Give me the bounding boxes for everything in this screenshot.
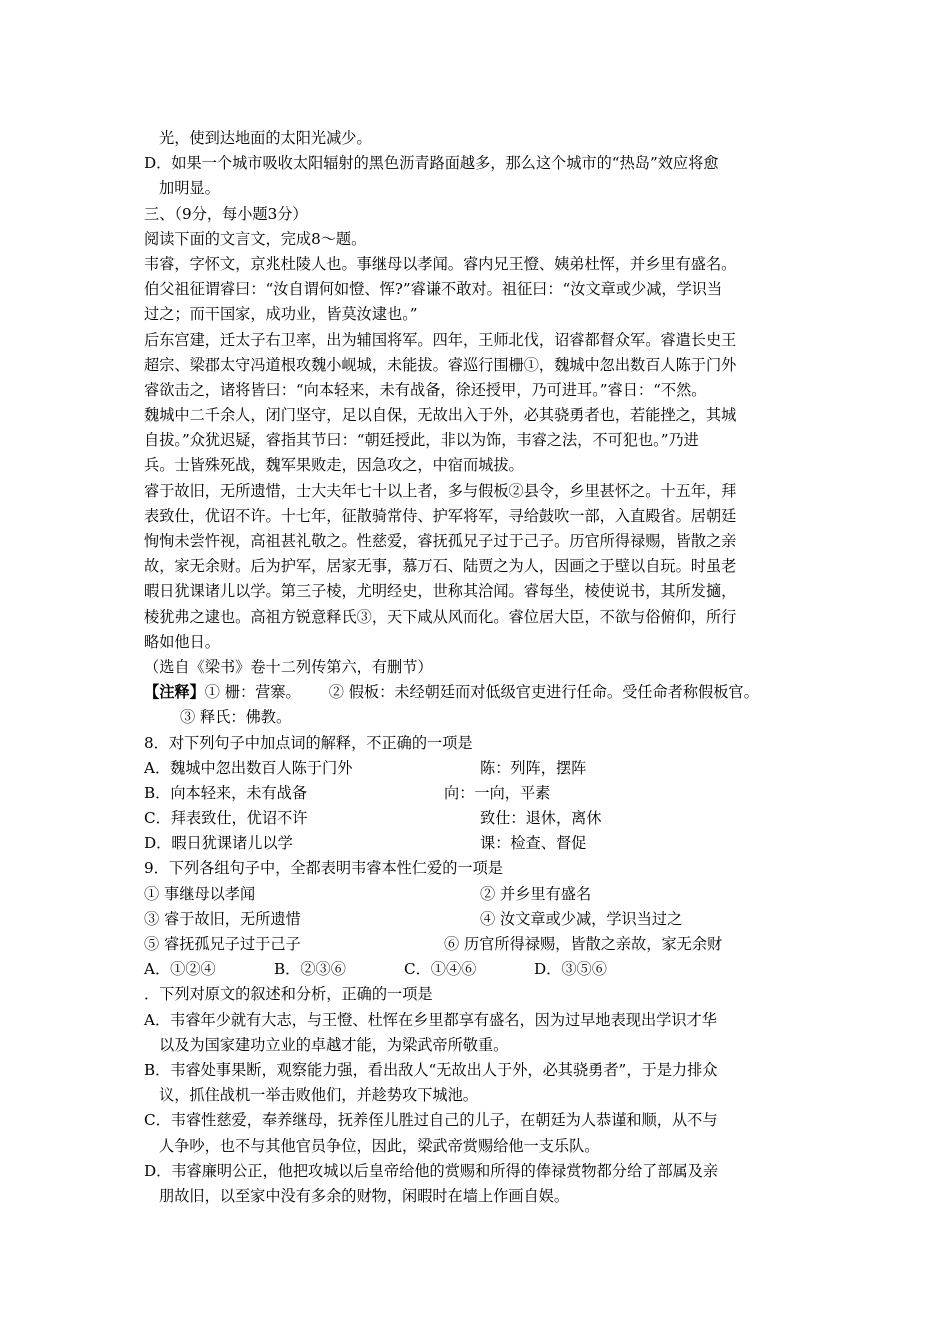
- option-definition: 致仕：退休，离休: [480, 809, 602, 828]
- choice-a: A．①②④: [144, 960, 216, 979]
- item-left: ① 事继母以孝闻: [144, 884, 256, 903]
- option-definition: 陈：列阵，摆阵: [480, 758, 587, 777]
- question-8-option: [144, 756, 834, 781]
- text-line: D．如果一个城市吸收太阳辐射的黑色沥青路面越多，那么这个城市的“热岛”效应将愈: [144, 154, 719, 173]
- passage-line: 自拔。”众犹迟疑，睿指其节曰：“朝廷授此，非以为饰，韦睿之法，不可犯也。”乃进: [144, 431, 699, 450]
- question-9-item-row: [144, 932, 834, 957]
- question-9-item-row: [144, 907, 834, 932]
- item-right: ④ 汝文章或少减，学识当过之: [480, 909, 683, 928]
- note-1: ① 栅：营寨。: [204, 683, 301, 702]
- question-8-stem: 8．对下列句子中加点词的解释，不正确的一项是: [144, 733, 473, 752]
- question-8-option: [144, 781, 834, 806]
- passage-line: 故，家无余财。后为护军，居家无事，慕万石、陆贾之为人，因画之于壁以自玩。时虽老: [144, 557, 737, 576]
- item-right: ⑥ 历官所得禄赐，皆散之亲故，家无余财: [444, 935, 723, 953]
- instruction: 阅读下面的文言文，完成8～题。: [144, 229, 367, 248]
- question-10-line: A．韦睿年少就有大志，与王憕、杜恽在乡里都享有盛名，因为过早地表现出学识才华: [144, 1010, 717, 1029]
- item-left: ③ 睿于故旧，无所遗惜: [144, 909, 301, 928]
- question-8-option: [144, 806, 834, 831]
- passage-line: 睿于故旧，无所遗惜，士大夫年七十以上者，多与假板②县令，乡里甚怀之。十五年，拜: [144, 481, 737, 500]
- text-line: 光，使到达地面的太阳光减少。: [159, 129, 372, 147]
- option-definition: 课：检查、督促: [480, 834, 587, 853]
- option-sentence: A．魏城中忽出数百人陈于门外: [144, 758, 353, 777]
- question-8-option: [144, 831, 834, 856]
- passage-line: 过之；而干国家，成功业，皆莫汝逮也。”: [144, 305, 418, 324]
- passage-line: 恂恂未尝忤视，高祖甚礼敬之。性慈爱，睿抚孤兄子过于己子。历官所得禄赐，皆散之亲: [144, 532, 737, 550]
- item-right: ② 并乡里有盛名: [480, 884, 592, 903]
- option-sentence: D．暇日犹课诸儿以学: [144, 834, 293, 853]
- passage-line: 睿欲击之，诸将皆曰：“向本轻来，未有战备，徐还授甲，乃可进耳。”睿日：“不然。: [144, 380, 707, 399]
- passage-line: 暇日犹课诸儿以学。第三子棱，尤明经史，世称其洽闻。睿每坐，棱使说书，其所发擿，: [144, 582, 737, 601]
- passage-line: 兵。士皆殊死战，魏军果败走，因急攻之，中宿而城拔。: [144, 456, 524, 475]
- passage-line: 韦睿，字怀文，京兆杜陵人也。事继母以孝闻。睿内兄王憕、姨弟杜恽，并乡里有盛名。: [144, 254, 737, 273]
- passage-line: 表致仕，优诏不许。十七年，征散骑常侍、护军将军，寻给鼓吹一部，入直殿省。居朝廷: [144, 506, 737, 525]
- passage-line: 伯父祖征谓睿曰：“汝自谓何如憕、恽?”睿谦不敢对。祖征曰：“汝文章或少减，学识当: [144, 280, 723, 299]
- question-10-line: 以及为国家建功立业的卓越才能，为梁武帝所敬重。: [159, 1035, 509, 1054]
- notes-label: 【注释】: [144, 683, 205, 702]
- choice-b: B．②③⑥: [274, 960, 346, 979]
- question-10-line: 人争吵，也不与其他官员争位，因此，梁武帝赏赐给他一支乐队。: [159, 1136, 600, 1155]
- passage-line: 略如他日。: [144, 632, 220, 651]
- question-10-line: 议，抓住战机一举击败他们，并趁势攻下城池。: [159, 1086, 478, 1105]
- text-line: 加明显。: [159, 179, 220, 198]
- question-9-choices: [144, 957, 834, 982]
- question-10-line: 朋故旧，以至家中没有多余的财物，闲暇时在墙上作画自娱。: [159, 1186, 570, 1205]
- option-sentence: C．拜表致仕，优诏不许: [144, 809, 308, 828]
- choice-c: C．①④⑥: [404, 960, 477, 979]
- question-10-line: D．韦睿廉明公正，他把攻城以后皇帝给他的赏赐和所得的俸禄赏物都分给了部属及亲: [144, 1161, 719, 1180]
- question-10-line: C．韦睿性慈爱，奉养继母，抚养侄儿胜过自己的儿子，在朝廷为人恭谨和顺，从不与: [144, 1111, 718, 1130]
- item-left: ⑤ 睿抚孤兄子过于己子: [144, 935, 301, 953]
- note-3: ③ 释氏：佛教。: [180, 708, 292, 727]
- question-9-stem: 9．下列各组句子中，全都表明韦睿本性仁爱的一项是: [144, 859, 503, 878]
- option-sentence: B．向本轻来，未有战备: [144, 783, 308, 802]
- section-heading: 三、（9分，每小题3分）: [144, 204, 308, 223]
- question-10-line: B．韦睿处事果断，观察能力强，看出敌人“无故出人于外，必其骁勇者”，于是力排众: [144, 1060, 718, 1079]
- passage-line: 魏城中二千余人，闭门坚守，足以自保，无故出入于外，必其骁勇者也，若能挫之，其城: [144, 406, 737, 425]
- choice-d: D．③⑤⑥: [534, 960, 607, 979]
- question-10-stem: ．下列对原文的叙述和分析，正确的一项是: [144, 985, 433, 1004]
- question-9-item-row: [144, 882, 834, 907]
- document-page: [144, 126, 834, 1209]
- passage-line: 棱犹弗之逮也。高祖方锐意释氏③，天下咸从风而化。睿位居大臣，不欲与俗俯仰，所行: [144, 607, 737, 626]
- passage-line: 后东宫建，迁太子右卫率，出为辅国将军。四年，王师北伐，诏睿都督众军。睿遣长史王: [144, 330, 737, 349]
- source-citation: （选自《梁书》卷十二列传第六，有删节）: [144, 657, 433, 676]
- option-definition: 向：一向，平素: [444, 783, 551, 802]
- note-2: ② 假板：未经朝廷而对低级官吏进行任命。受任命者称假板官。: [328, 683, 759, 702]
- passage-line: 超宗、梁郡太守冯道根攻魏小岘城，未能拔。睿巡行围栅①，魏城中忽出数百人陈于门外: [144, 355, 737, 374]
- notes-line: [144, 680, 834, 705]
